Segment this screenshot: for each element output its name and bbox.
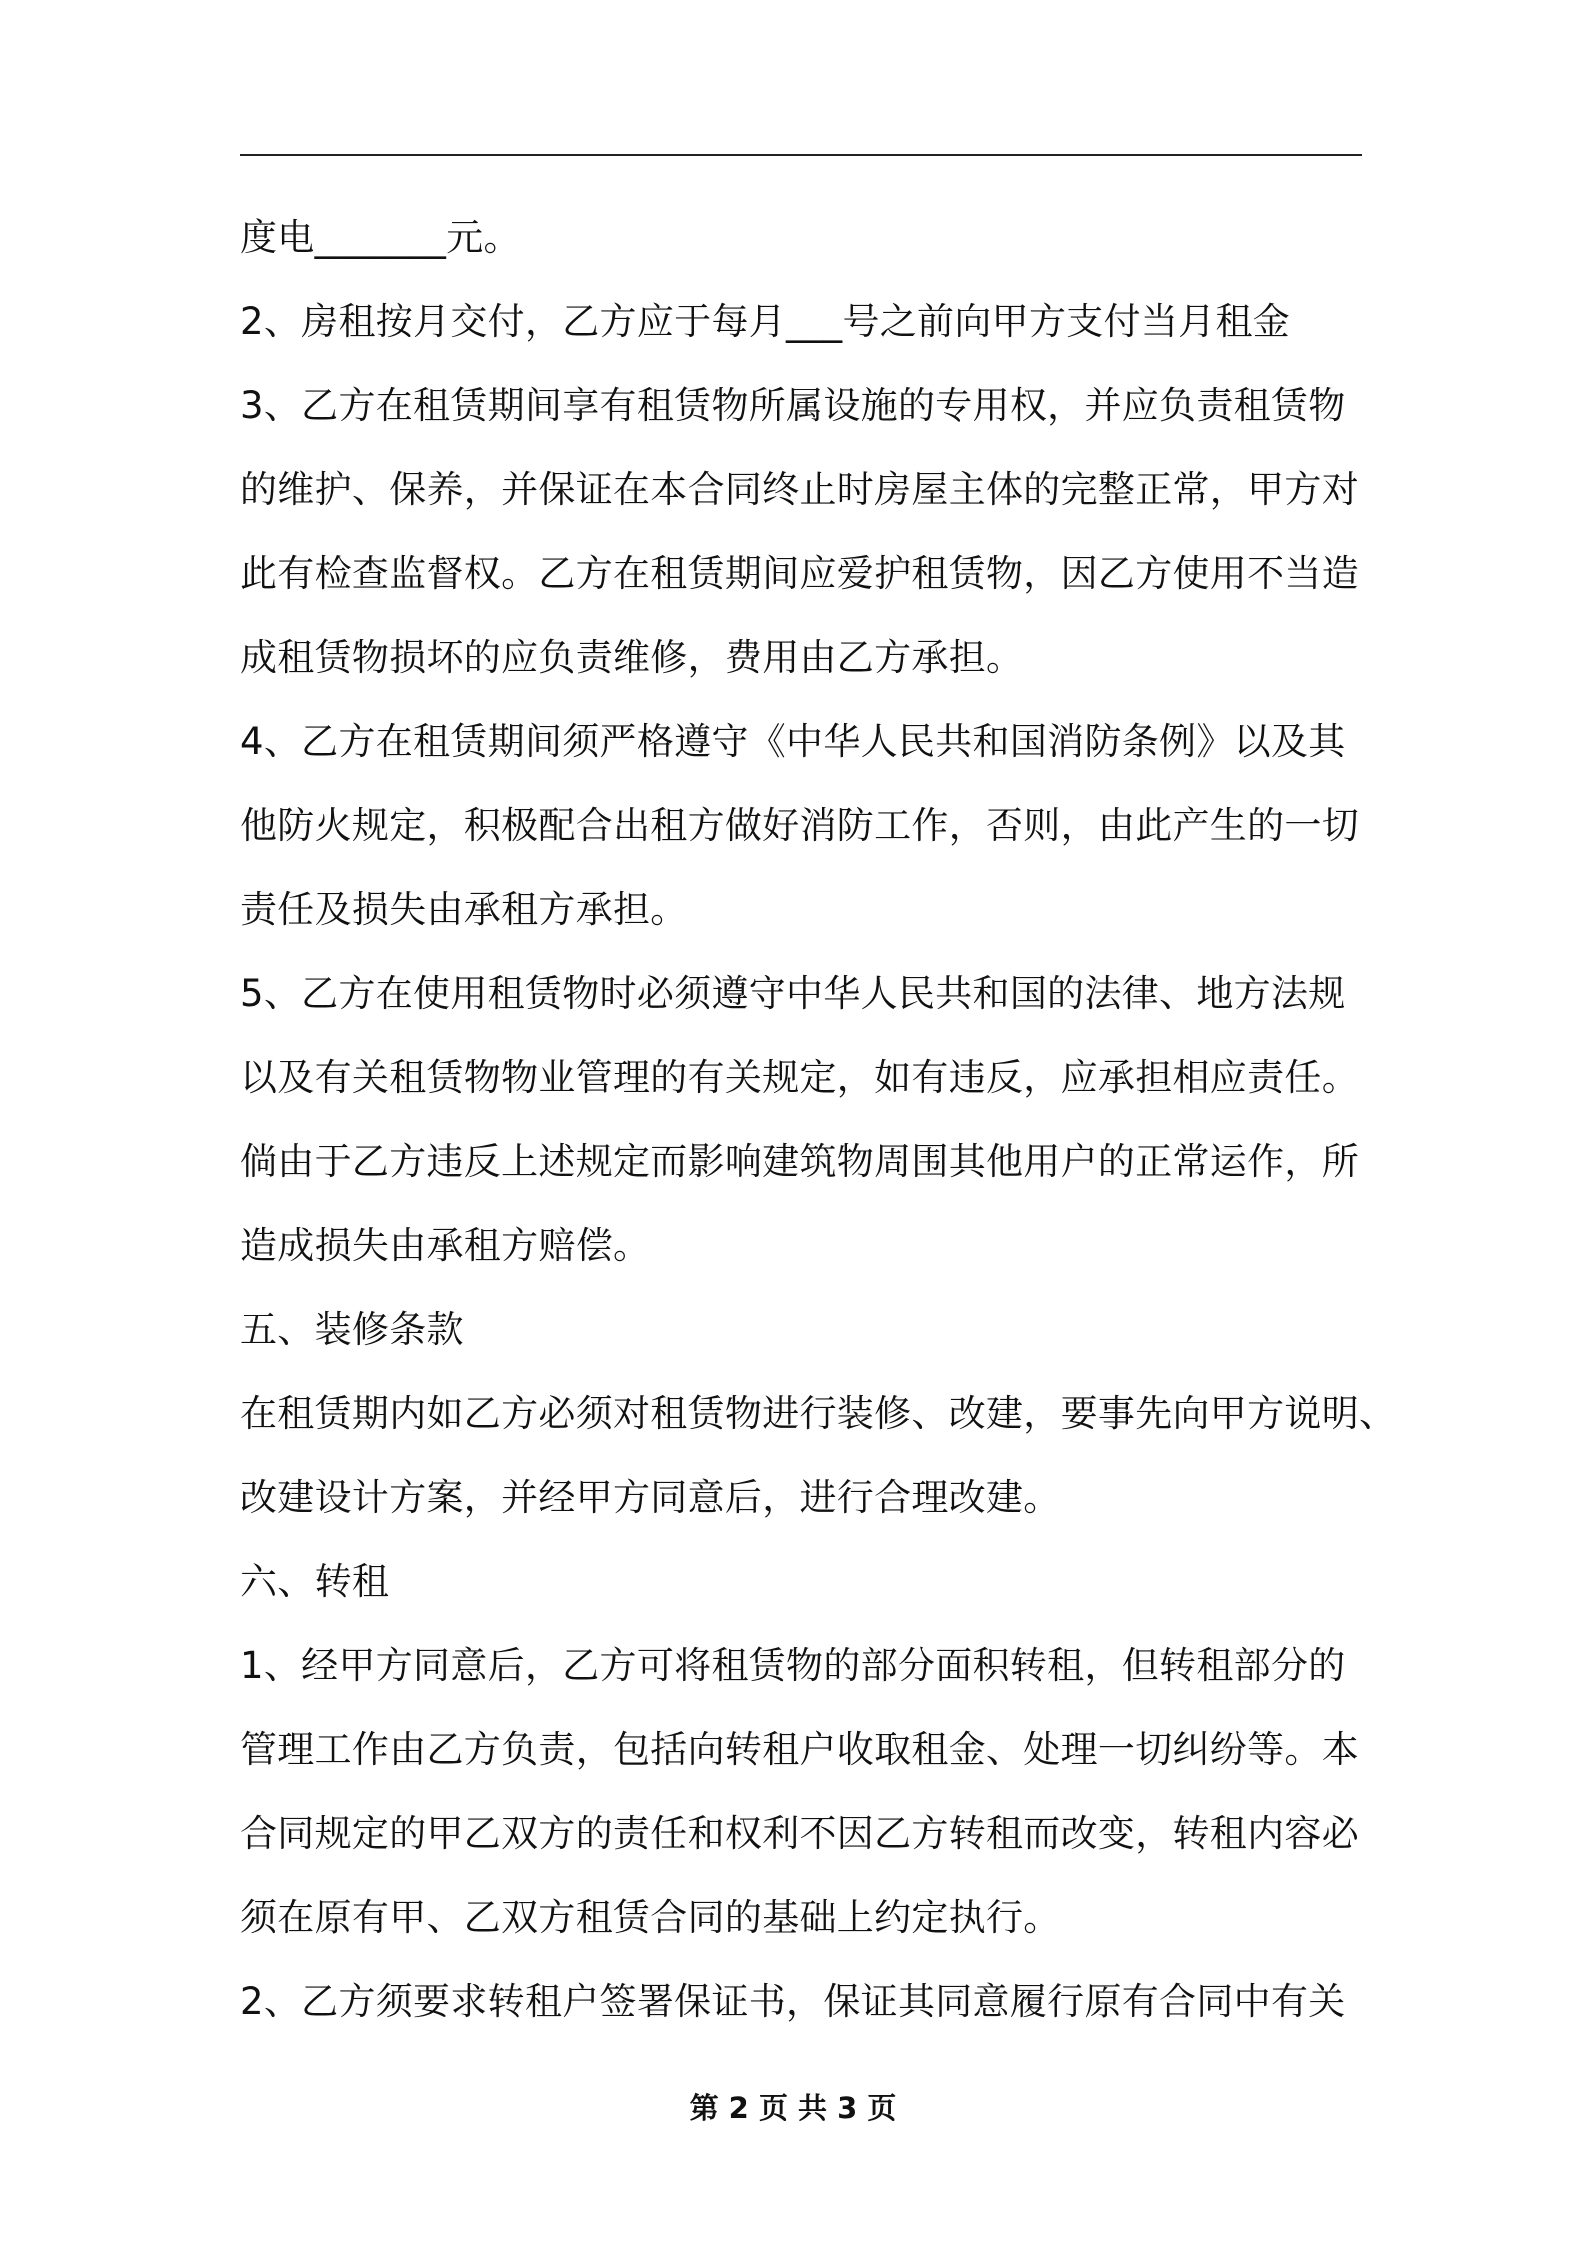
- text-line: 5、乙方在使用租赁物时必须遵守中华人民共和国的法律、地方法规: [240, 972, 1346, 1015]
- text-line: 须在原有甲、乙双方租赁合同的基础上约定执行。: [240, 1896, 1061, 1939]
- text-line: 4、乙方在租赁期间须严格遵守《中华人民共和国消防条例》以及其: [240, 720, 1346, 763]
- section-heading: 六、转租: [240, 1560, 390, 1603]
- text-line: 他防火规定，积极配合出租方做好消防工作，否则，由此产生的一切: [240, 804, 1359, 847]
- text-line: 度电_______元。: [240, 216, 521, 259]
- text-line: 的维护、保养，并保证在本合同终止时房屋主体的完整正常，甲方对: [240, 468, 1359, 511]
- text-line: 1、经甲方同意后，乙方可将租赁物的部分面积转租，但转租部分的: [240, 1644, 1346, 1687]
- text-line: 责任及损失由承租方承担。: [240, 888, 688, 931]
- header-rule: [240, 154, 1362, 156]
- text-line: 此有检查监督权。乙方在租赁期间应爱护租赁物，因乙方使用不当造: [240, 552, 1359, 595]
- text-line: 3、乙方在租赁期间享有租赁物所属设施的专用权，并应负责租赁物: [240, 384, 1346, 427]
- page-number: 第 2 页 共 3 页: [689, 2091, 897, 2125]
- text-line: 倘由于乙方违反上述规定而影响建筑物周围其他用户的正常运作，所: [240, 1140, 1359, 1183]
- text-line: 在租赁期内如乙方必须对租赁物进行装修、改建，要事先向甲方说明、: [240, 1392, 1397, 1435]
- text-line: 合同规定的甲乙双方的责任和权利不因乙方转租而改变，转租内容必: [240, 1812, 1359, 1855]
- text-line: 以及有关租赁物物业管理的有关规定，如有违反，应承担相应责任。: [240, 1056, 1359, 1099]
- section-heading: 五、装修条款: [240, 1308, 464, 1351]
- text-line: 改建设计方案，并经甲方同意后，进行合理改建。: [240, 1476, 1061, 1519]
- text-line: 造成损失由承租方赔偿。: [240, 1224, 651, 1267]
- text-line: 2、房租按月交付，乙方应于每月___号之前向甲方支付当月租金: [240, 300, 1291, 343]
- text-line: 2、乙方须要求转租户签署保证书，保证其同意履行原有合同中有关: [240, 1980, 1346, 2023]
- text-line: 管理工作由乙方负责，包括向转租户收取租金、处理一切纠纷等。本: [240, 1728, 1359, 1771]
- document-body: [240, 196, 1397, 2044]
- text-line: 成租赁物损坏的应负责维修，费用由乙方承担。: [240, 636, 1024, 679]
